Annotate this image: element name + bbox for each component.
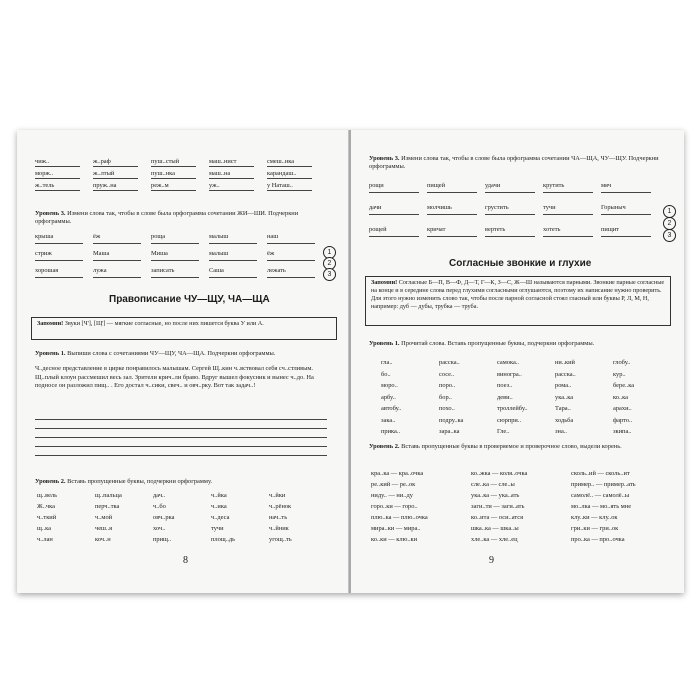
exercise-word: кур.. (613, 370, 626, 378)
task-word: вертеть (485, 226, 506, 233)
answer-line (35, 178, 80, 179)
exercise-word: поез.. (497, 382, 513, 389)
exercise-word: гла.. (381, 359, 393, 366)
exercise-word: чеш..я (95, 525, 113, 532)
answer-line (151, 190, 196, 191)
answer-line (267, 166, 312, 167)
exercise-word: похо.. (439, 405, 455, 412)
task-word: Миша (151, 250, 168, 257)
left-level3-task: Уровень 3. Измени слова так, чтобы в слове была орфограмма сочетании ЖИ—ШИ. Подчеркни орфограммы. (35, 210, 299, 226)
top-word: ж..тель (35, 182, 55, 189)
level-circle: 2 (323, 257, 336, 270)
open-workbook (17, 130, 684, 593)
exercise-word: нач..ть (269, 514, 288, 521)
top-word: реж..м (151, 182, 169, 189)
left-level1-task: Уровень 1. Выпиши слова с сочетаниями ЧУ—ЩУ, ЧА—ЩА. Подчеркни орфограммы. (35, 350, 276, 357)
task-word: стриж (35, 250, 52, 257)
task-word: роща (151, 233, 166, 240)
answer-line (427, 236, 477, 237)
writing-line (35, 437, 327, 438)
exercise-word: угощ..ть (269, 536, 292, 543)
exercise-word: ука..ка (555, 393, 574, 401)
answer-line (35, 260, 83, 261)
answer-line (369, 236, 419, 237)
answer-line (209, 277, 257, 278)
task-word: Горыныч (601, 204, 626, 211)
answer-line (427, 214, 477, 215)
top-word: маш..нист (209, 158, 237, 165)
left-page (17, 130, 350, 593)
task-word: дачи (369, 204, 382, 211)
task-word: тучи (543, 204, 556, 211)
exercise-word: зака.. (381, 416, 396, 424)
task-word: кричат (427, 226, 446, 233)
exercise-pair: ниду.. — ни..ду (371, 492, 413, 499)
exercise-pair: хле..ка — хле..ец (471, 536, 518, 543)
exercise-word: коч..н (95, 536, 111, 543)
answer-line (267, 260, 315, 261)
answer-line (93, 277, 141, 278)
exercise-word: тучи (211, 525, 224, 532)
answer-line (601, 236, 651, 237)
exercise-word: ч..йник (269, 525, 289, 532)
exercise-pair: ко..жка — коля..очка (471, 470, 528, 477)
answer-line (35, 190, 80, 191)
answer-line (151, 243, 199, 244)
exercise-word: ч..рёнок (269, 503, 292, 510)
exercise-word: прищ.. (153, 536, 172, 543)
exercise-pair: про..ка — про..очка (571, 536, 625, 543)
answer-line (35, 166, 80, 167)
task-word: ёж (93, 233, 101, 240)
exercise-pair: ука..ка — ука..ать (471, 492, 520, 499)
task-word: Маша (93, 250, 110, 257)
exercise-pair: пример.. — пример..ать (571, 481, 636, 488)
answer-line (267, 277, 315, 278)
exercise-word: щ..ка (37, 525, 51, 532)
exercise-word: Гле.. (497, 428, 510, 435)
answer-line (267, 178, 312, 179)
writing-line (35, 428, 327, 429)
exercise-pair: ре..кий — ре..ок (371, 481, 416, 488)
top-word: ж..раф (93, 158, 111, 165)
answer-line (35, 277, 83, 278)
answer-line (485, 214, 535, 215)
exercise-word: арбу.. (381, 393, 396, 401)
level-circle: 1 (663, 205, 676, 218)
top-word: смеш..нка (267, 158, 295, 165)
answer-line (543, 214, 593, 215)
right-level1-task: Уровень 1. Прочитай слова. Вставь пропущенные буквы, подчеркни орфограммы. (369, 340, 595, 347)
task-word: лужа (93, 267, 107, 274)
task-word: записать (151, 267, 175, 274)
top-word: морж.. (35, 170, 54, 177)
exercise-word: зна.. (555, 428, 567, 435)
exercise-word: сосе.. (439, 370, 455, 378)
exercise-word: автобу.. (381, 405, 402, 412)
exercise-word: ч..деса (211, 514, 230, 521)
task-word: рощей (369, 226, 387, 233)
answer-line (369, 214, 419, 215)
top-word: уж.. (209, 182, 220, 189)
task-word: молчишь (427, 204, 452, 211)
task-word: мяч (601, 182, 612, 189)
answer-line (543, 192, 593, 193)
top-word: карандаш.. (267, 170, 297, 177)
exercise-pair: плю..ка — плю..очка (371, 514, 428, 521)
exercise-word: моро.. (381, 382, 398, 389)
answer-line (427, 192, 477, 193)
exercise-word: ч..мой (95, 514, 113, 521)
left-remember-box: Запомни! Звуки [Ч'], [Щ'] — мягкие согласные, но после них пишется буква У или А. (31, 317, 337, 340)
exercise-word: подру..ка (439, 416, 464, 424)
top-word: пуш..нка (151, 170, 175, 177)
top-word: у Наташ.. (267, 182, 293, 189)
exercise-word: площ..дь (211, 536, 236, 543)
left-section-title: Правописание ЧУ—ЩУ, ЧА—ЩА (109, 294, 270, 305)
level-circle: 2 (663, 217, 676, 230)
top-word: пуш..стый (151, 158, 180, 165)
exercise-word: дач.. (153, 492, 166, 499)
exercise-word: арахи.. (613, 405, 632, 412)
exercise-pair: заги..ти — заги..ать (471, 503, 525, 510)
page-number-left: 8 (183, 555, 188, 566)
exercise-word: ч..ткий (37, 514, 57, 521)
answer-line (93, 243, 141, 244)
task-word: малыш (209, 250, 229, 257)
task-word: хорошая (35, 267, 59, 274)
task-word: пищит (601, 226, 619, 233)
exercise-word: ч..ика (211, 503, 227, 510)
exercise-word: Ж..чка (37, 503, 55, 510)
exercise-word: бо.. (381, 370, 391, 378)
left-level2-task: Уровень 2. Вставь пропущенные буквы, подчеркни орфограмму. (35, 478, 213, 485)
right-remember-box: Запомни! Согласные Б—П, В—Ф, Д—Т, Г—К, З—С, Ж—Ш называются парными. Звонкие парные согласные на конце и в середине слова перед глухими согласными оглушаются, поэтому их написание нужно проверить. Для этого нужно изменить слово так, чтобы после парной согласной стоял гласный или буквы Р, Л, М, Н, например: дуб — дубы, трубка — труба. (365, 276, 671, 326)
answer-line (93, 260, 141, 261)
top-word: маш..на (209, 170, 231, 177)
task-word: пищей (427, 182, 446, 189)
answer-line (369, 192, 419, 193)
exercise-pair: мира..ки — мира.. (371, 525, 421, 532)
exercise-word: поро.. (439, 382, 456, 389)
answer-line (601, 214, 651, 215)
right-level2-task: Уровень 2. Вставь пропущенные буквы в проверяемое и проверочное слово, выдели корень. (369, 443, 622, 450)
answer-line (601, 192, 651, 193)
writing-line (35, 455, 327, 456)
exercise-word: овч..рка (153, 514, 175, 521)
exercise-pair: шка..ка — шка..ы (471, 525, 519, 532)
answer-line (151, 277, 199, 278)
exercise-pair: сле..ка — сле..ы (471, 481, 515, 488)
right-level3-task: Уровень 3. Измени слова так, чтобы в слове была орфограмма сочетании ЧА—ЩА, ЧУ—ЩУ. Подчеркни орфограммы. (369, 155, 659, 171)
answer-line (209, 243, 257, 244)
task-word: хотеть (543, 226, 561, 233)
exercise-word: щ..пальца (95, 492, 122, 499)
level-circle: 1 (323, 246, 336, 259)
answer-line (485, 236, 535, 237)
exercise-word: Тара.. (555, 405, 571, 412)
answer-line (267, 190, 312, 191)
exercise-word: виногра.. (497, 370, 522, 378)
exercise-word: ко..ка (613, 393, 629, 401)
exercise-word: хоч.. (153, 525, 166, 532)
exercise-word: глобу.. (613, 359, 631, 366)
task-word: удачи (485, 182, 501, 189)
answer-line (543, 236, 593, 237)
task-word: рощи (369, 182, 384, 189)
answer-line (209, 178, 254, 179)
exercise-word: перч..тка (95, 503, 120, 510)
exercise-pair: кра..ка — кра..очка (371, 470, 424, 477)
exercise-word: ходьба (555, 416, 574, 424)
level-circle: 3 (323, 268, 336, 281)
exercise-word: расска.. (439, 359, 460, 366)
answer-line (151, 260, 199, 261)
exercise-pair: сколь..ий — сколь..ит (571, 470, 630, 477)
exercise-word: прика.. (381, 428, 401, 435)
exercise-word: расска.. (555, 370, 576, 378)
top-word: чиж.. (35, 158, 50, 165)
exercise-word: ч..лан (37, 536, 53, 543)
task-word: крыша (35, 233, 54, 240)
task-word: крутить (543, 182, 565, 189)
top-word: ж..лтый (93, 170, 115, 177)
exercise-word: бере..ка (613, 382, 635, 389)
answer-line (93, 178, 138, 179)
answer-line (35, 243, 83, 244)
answer-line (267, 243, 315, 244)
task-word: ёж (267, 250, 275, 257)
exercise-word: ч..йки (269, 492, 286, 499)
exercise-pair: мо..лка — мо..ять мне (571, 503, 632, 510)
answer-line (93, 190, 138, 191)
answer-line (209, 166, 254, 167)
exercise-pair: ко..ки — клю..ки (371, 536, 418, 543)
exercise-word: деви.. (497, 393, 513, 401)
exercise-word: щ..вель (37, 492, 58, 499)
answer-line (209, 260, 257, 261)
task-word: наш (267, 233, 279, 240)
answer-line (151, 178, 196, 179)
writing-line (35, 446, 327, 447)
exercise-pair: клу..ки — клу..ок (571, 514, 618, 521)
exercise-word: фарто.. (613, 416, 633, 424)
answer-line (93, 166, 138, 167)
exercise-word: ч..бо (153, 503, 166, 510)
task-word: Саша (209, 267, 224, 274)
task-word: лежать (267, 267, 286, 274)
exercise-word: сюрпри.. (497, 416, 522, 424)
exercise-pair: гри..ки — гри..ок (571, 525, 619, 532)
page-number-right: 9 (489, 555, 494, 566)
writing-line (35, 419, 327, 420)
task-word: грустить (485, 204, 509, 211)
exercise-word: ни..кий (555, 359, 575, 366)
right-page (351, 130, 684, 593)
level-circle: 3 (663, 229, 676, 242)
answer-line (151, 166, 196, 167)
top-word: пруж..на (93, 182, 117, 189)
right-section-title: Согласные звонкие и глухие (449, 258, 592, 269)
exercise-word: рома.. (555, 382, 572, 389)
answer-line (485, 192, 535, 193)
exercise-word: ч..йка (211, 492, 227, 499)
exercise-word: бор.. (439, 393, 452, 401)
exercise-word: зара..ка (439, 428, 460, 435)
exercise-pair: самолё.. — самолё..ы (571, 492, 630, 499)
exercise-pair: ко..ита — оси..атся (471, 514, 524, 521)
answer-line (209, 190, 254, 191)
exercise-word: самока.. (497, 359, 520, 366)
left-level1-text: Ч..десное представление в цирке понравилось малышам. Сергей Щ..кин ч..вствовал себя сч..стливым. Щ..плый клоун рассмешил весь зал. Зрители крич..ли браво. Вдруг вышел фокусник и вынес ч..до. На подносе он разложил пищ.. . Его достал ч..сики, свеч.. и овч..рку. Вот так задач..! (35, 365, 314, 390)
task-word: малыш (209, 233, 229, 240)
exercise-pair: горо..ки — горо.. (371, 503, 418, 510)
exercise-word: зкипа.. (613, 428, 632, 435)
exercise-word: троллейбу.. (497, 405, 528, 412)
